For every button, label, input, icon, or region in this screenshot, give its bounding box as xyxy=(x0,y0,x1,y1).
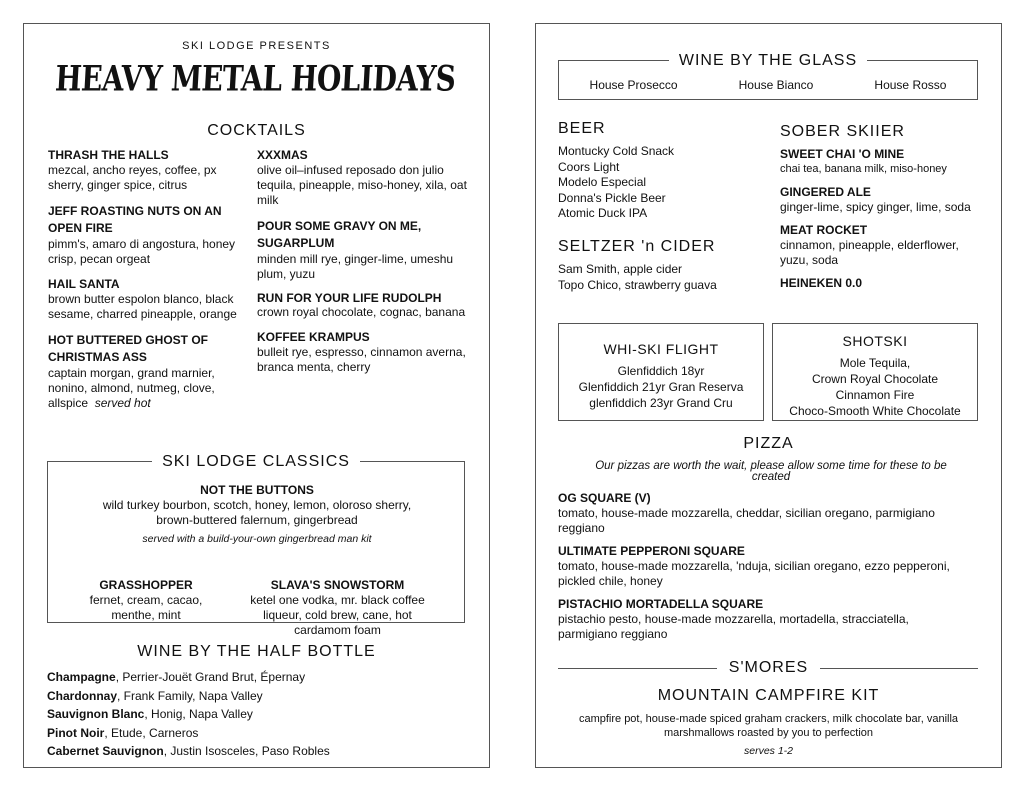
cocktail-name: JEFF ROASTING NUTS ON AN OPEN FIRE xyxy=(48,204,222,235)
cocktail-item xyxy=(48,277,253,322)
cocktail-desc: pimm's, amaro di angostura, honey crisp, pecan orgeat xyxy=(48,237,236,266)
sober-item xyxy=(780,223,985,268)
seltzer-item: Topo Chico, strawberry guava xyxy=(558,277,717,292)
cocktail-desc xyxy=(48,366,253,411)
wine-detail: , Honig, Napa Valley xyxy=(144,707,253,721)
cocktail-name: POUR SOME GRAVY ON ME, SUGARPLUM xyxy=(257,219,422,250)
cocktail-item xyxy=(257,218,472,282)
pizza-item xyxy=(558,491,968,536)
featured-classic xyxy=(58,483,456,546)
cocktail-item xyxy=(48,148,253,193)
beer-section xyxy=(558,120,768,222)
wine-detail: , Frank Family, Napa Valley xyxy=(117,688,263,703)
cocktail-name: HOT BUTTERED GHOST OF CHRISTMAS ASS xyxy=(48,333,208,364)
cocktail-desc: brown butter espolon blanco, black sesame, charred pineapple, orange xyxy=(48,292,237,321)
classic-desc: ketel one vodka, mr. black coffee liqueur, cold brew, cane, hot cardamom foam xyxy=(250,593,425,637)
classics-heading: SKI LODGE CLASSICS xyxy=(152,453,360,470)
classic-name: NOT THE BUTTONS xyxy=(200,483,314,497)
beer-item: Montucky Cold Snack xyxy=(558,144,675,158)
sober-item xyxy=(780,147,985,177)
pizza-desc: tomato, house-made mozzarella, 'nduja, sicilian oregano, ezzo pepperoni, pickled chile, honey xyxy=(558,559,950,588)
pizza-name: PISTACHIO MORTADELLA SQUARE xyxy=(558,597,764,611)
cocktails-heading: COCKTAILS xyxy=(207,122,306,139)
wine-row xyxy=(47,668,330,687)
glass-item: House Prosecco xyxy=(589,78,678,92)
wine-varietal: Chardonnay xyxy=(47,688,118,703)
classic-name: GRASSHOPPER xyxy=(99,578,193,592)
cocktails-right-column xyxy=(257,148,472,385)
shotski-item: Choco-Smooth White Chocolate xyxy=(789,404,961,418)
seltzer-item: Sam Smith, apple cider xyxy=(558,262,683,276)
sober-heading: SOBER SKIIER xyxy=(780,123,905,140)
flight-heading: WHI-SKI FLIGHT xyxy=(603,341,719,357)
sober-name: HEINEKEN 0.0 xyxy=(780,276,863,290)
beer-heading: BEER xyxy=(558,120,606,137)
pizza-desc: pistachio pesto, house-made mozzarella, mortadella, stracciatella, parmigiano reggiano xyxy=(558,612,909,641)
wine-row xyxy=(47,742,330,761)
beer-item: Donna's Pickle Beer xyxy=(558,190,666,205)
presents-line: SKI LODGE PRESENTS xyxy=(182,40,331,52)
sober-name: GINGERED ALE xyxy=(780,185,871,199)
shotski-heading: SHOTSKI xyxy=(842,333,908,349)
pizza-item xyxy=(558,597,968,642)
wine-row xyxy=(47,724,330,743)
smores-legend xyxy=(536,659,1001,677)
wine-detail: , Etude, Carneros xyxy=(104,725,199,740)
glass-heading: WINE BY THE GLASS xyxy=(669,52,867,69)
pizza-item xyxy=(558,544,968,589)
pizza-name: OG SQUARE (V) xyxy=(558,491,651,505)
served-hot-note: served hot xyxy=(94,396,151,410)
seltzer-heading: SELTZER 'n CIDER xyxy=(558,238,716,255)
whiski-flight-box xyxy=(558,323,764,421)
cocktail-item xyxy=(257,148,472,208)
cocktail-name: KOFFEE KRAMPUS xyxy=(257,330,370,344)
cocktail-item xyxy=(48,203,253,267)
campfire-kit-name: MOUNTAIN CAMPFIRE KIT xyxy=(657,687,880,704)
snowstorm-classic xyxy=(250,578,425,638)
cocktail-name: THRASH THE HALLS xyxy=(48,148,169,162)
cocktail-desc: bulleit rye, espresso, cinnamon averna, branca menta, cherry xyxy=(257,345,466,374)
wine-row xyxy=(47,705,330,724)
cocktail-item xyxy=(48,332,253,411)
half-bottle-heading: WINE BY THE HALF BOTTLE xyxy=(137,643,376,660)
campfire-kit-desc: campfire pot, house-made spiced graham crackers, milk chocolate bar, vanilla marshmallows roasted by you to perfection xyxy=(578,713,959,739)
shotski-item: Cinnamon Fire xyxy=(835,388,915,402)
shotski-item: Mole Tequila, xyxy=(839,356,911,370)
classic-name: SLAVA'S SNOWSTORM xyxy=(270,578,405,592)
wine-varietal: Sauvignon Blanc xyxy=(47,707,145,721)
seltzer-list xyxy=(558,262,768,293)
sober-name: MEAT ROCKET xyxy=(780,223,868,237)
sober-section xyxy=(780,123,985,301)
sober-item xyxy=(780,276,985,291)
event-title: HEAVY METAL HOLIDAYS xyxy=(54,58,457,100)
pizza-list xyxy=(558,491,968,650)
flight-item: glenfiddich 23yr Grand Cru xyxy=(589,396,733,410)
flight-item: Glenfiddich 18yr xyxy=(617,364,705,378)
pizza-desc: tomato, house-made mozzarella, cheddar, sicilian oregano, parmigiano reggiano xyxy=(558,506,935,535)
classics-legend xyxy=(48,453,464,471)
classic-note: served with a build-your-own gingerbread man kit xyxy=(142,533,372,545)
wine-varietal: Pinot Noir xyxy=(47,725,105,740)
wine-detail: , Justin Isosceles, Paso Robles xyxy=(163,744,330,758)
sober-name: SWEET CHAI 'O MINE xyxy=(780,147,905,161)
shotski-box xyxy=(772,323,978,421)
glass-legend xyxy=(559,52,977,70)
shotski-item: Crown Royal Chocolate xyxy=(811,372,939,386)
cocktail-item xyxy=(257,292,472,320)
wine-varietal: Champagne xyxy=(47,670,116,684)
half-bottle-list xyxy=(47,668,330,761)
beer-item: Coors Light xyxy=(558,159,620,174)
cocktail-name: RUN FOR YOUR LIFE RUDOLPH xyxy=(257,291,442,305)
cocktail-item xyxy=(257,330,472,375)
seltzer-section xyxy=(558,238,768,293)
glass-item: House Rosso xyxy=(874,78,947,92)
cocktail-name: XXXMAS xyxy=(257,148,308,162)
pizza-note: Our pizzas are worth the wait, please allow some time for these to be created xyxy=(595,460,947,483)
smores-heading: S'MORES xyxy=(717,659,820,676)
right-menu-page xyxy=(535,23,1002,768)
pizza-heading: PIZZA xyxy=(743,435,794,452)
beer-list xyxy=(558,144,768,222)
wine-row xyxy=(47,687,330,706)
glass-item: House Bianco xyxy=(738,78,814,92)
flight-item: Glenfiddich 21yr Gran Reserva xyxy=(578,380,744,394)
sober-desc: ginger-lime, spicy ginger, lime, soda xyxy=(780,200,971,214)
classic-desc: wild turkey bourbon, scotch, honey, lemon, oloroso sherry, brown-buttered falernum, gingerbread xyxy=(102,498,412,527)
beer-item: Modelo Especial xyxy=(558,175,647,189)
pizza-name: ULTIMATE PEPPERONI SQUARE xyxy=(558,544,745,558)
ski-lodge-classics-box xyxy=(47,453,465,637)
grasshopper-classic xyxy=(76,578,216,623)
cocktail-name: HAIL SANTA xyxy=(48,277,120,291)
serves-note: serves 1-2 xyxy=(743,745,794,757)
wine-by-glass-box xyxy=(558,52,978,100)
sober-item xyxy=(780,185,985,215)
classic-desc: fernet, cream, cacao, menthe, mint xyxy=(89,593,203,622)
cocktail-desc: crown royal chocolate, cognac, banana xyxy=(257,305,466,319)
wine-varietal: Cabernet Sauvignon xyxy=(47,744,164,758)
left-menu-page xyxy=(23,23,490,768)
wine-detail: , Perrier-Jouët Grand Brut, Épernay xyxy=(115,670,306,684)
sober-desc: chai tea, banana milk, miso-honey xyxy=(780,163,947,175)
glass-items xyxy=(559,78,977,92)
beer-item: Atomic Duck IPA xyxy=(558,206,648,220)
cocktail-desc: olive oil–infused reposado don julio tequila, pineapple, miso-honey, xila, oat milk xyxy=(257,163,467,207)
cocktail-desc: mezcal, ancho reyes, coffee, px sherry, ginger spice, citrus xyxy=(48,163,217,192)
cocktails-left-column xyxy=(48,148,253,421)
cocktail-desc: minden mill rye, ginger-lime, umeshu plum, yuzu xyxy=(257,252,454,281)
cocktail-desc-text: captain morgan, grand marnier, nonino, almond, nutmeg, clove, allspice xyxy=(48,366,215,410)
sober-desc: cinnamon, pineapple, elderflower, yuzu, soda xyxy=(780,238,959,267)
